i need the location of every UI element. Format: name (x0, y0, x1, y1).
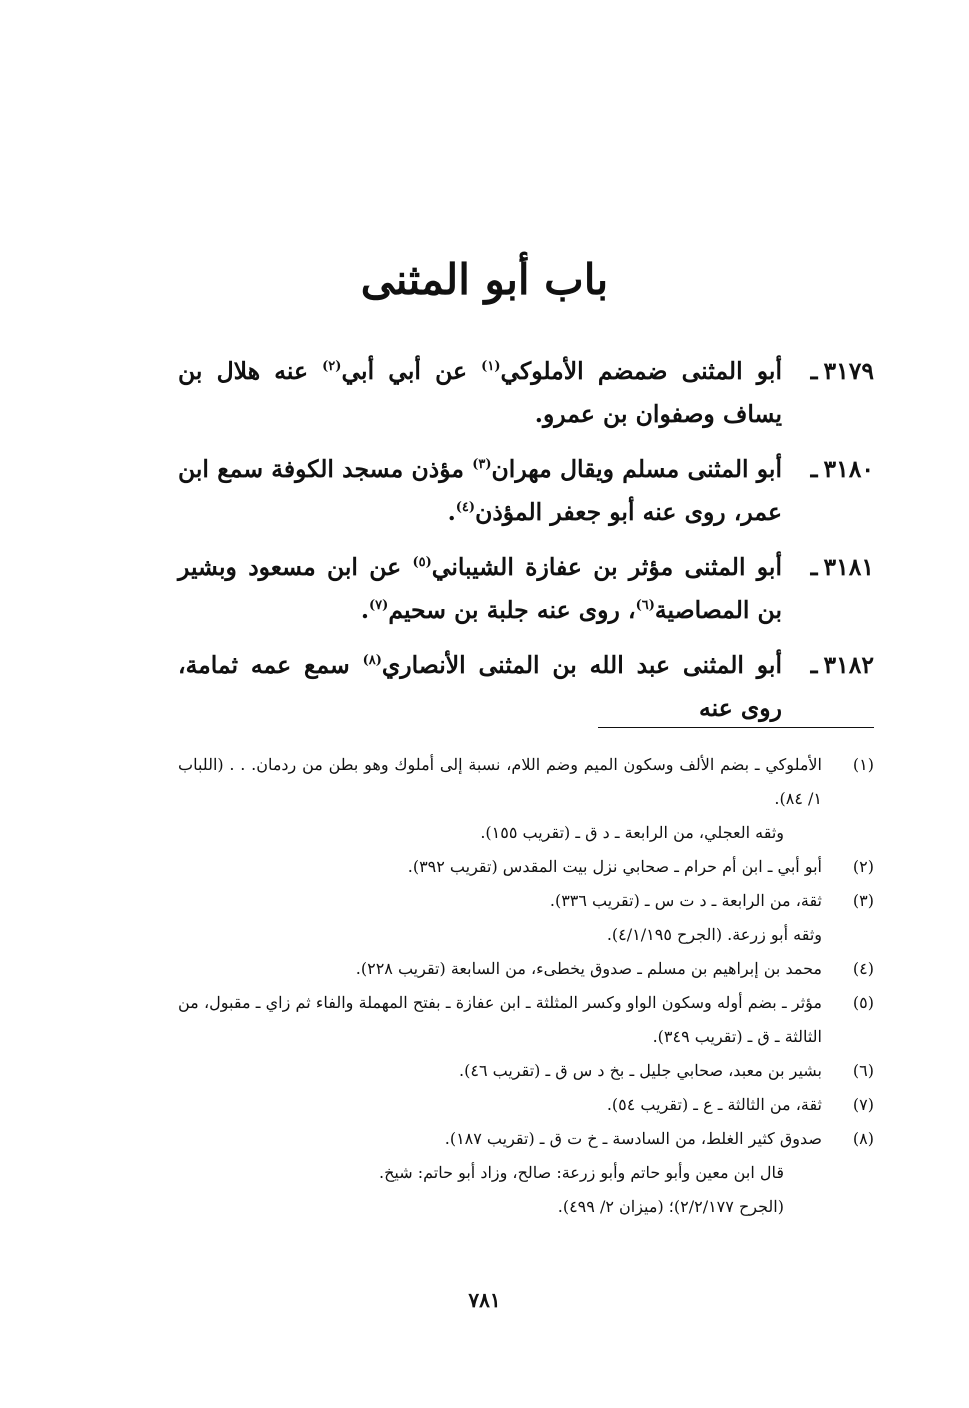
footnote-ref[interactable]: (٨) (362, 653, 382, 669)
footnote-ref[interactable]: (٢) (322, 359, 342, 375)
footnote (178, 986, 874, 1054)
entry (178, 644, 874, 729)
entry-text: أبو المثنى مؤثر بن عفازة الشيباني$^{(٥)}$ عن ابن مسعود وبشير بن المصاصية$^{(٦)}$، روى عنه جلبة بن سحيم$^{(٧)}$. (178, 553, 782, 624)
footnote-ref[interactable]: (٥) (412, 555, 432, 571)
footnote-text: أبو أبي ـ ابن أم حرام ـ صحابي نزل بيت المقدس (تقريب ٣٩٢). (407, 857, 822, 876)
page-number: ٧٨١ (468, 1288, 501, 1312)
chapter-title: باب أبو المثنى (360, 255, 609, 304)
footnote-number: (١) (852, 755, 874, 774)
footnote-text: صدوق كثير الغلط، من السادسة ـ خ ت ق ـ (تقريب ١٨٧). (444, 1129, 822, 1148)
footnote-number: (٥) (852, 993, 874, 1012)
entry-number: ٣١٨٠ـ (810, 455, 874, 483)
entries-list (178, 350, 874, 742)
footnote-continuation: قال ابن معين وأبو حاتم وأبو زرعة: صالح، وزاد أبو حاتم: شيخ. (378, 1163, 784, 1182)
footnote-text: محمد بن إبراهيم بن مسلم ـ صدوق يخطىء، من السابعة (تقريب ٢٢٨). (355, 959, 822, 978)
footnote-continuation: (الجرح ٢/٢/١٧٧)؛ (ميزان ٢/ ٤٩٩). (557, 1197, 784, 1216)
footnote-number: (٨) (852, 1129, 874, 1148)
entry-number: ٣١٨١ـ (810, 553, 874, 581)
footnote (178, 1122, 874, 1156)
footnote-divider (598, 727, 874, 728)
footnote (178, 1054, 874, 1088)
footnote-number: (٧) (852, 1095, 874, 1114)
entry (178, 546, 874, 631)
footnote-ref[interactable]: (١) (481, 359, 501, 375)
footnote-continuation: وثقه العجلي، من الرابعة ـ د ق ـ (تقريب ١٥٥). (480, 823, 784, 842)
entry-number: ٣١٨٢ـ (810, 651, 874, 679)
footnote (178, 850, 874, 884)
footnote-number: (٤) (852, 959, 874, 978)
footnote-text: ثقة، من الرابعة ـ د ت س ـ (تقريب ٣٣٦). (549, 891, 822, 910)
entry (178, 448, 874, 533)
footnote-ref[interactable]: (٦) (635, 597, 655, 613)
footnote-text: ثقة، من الثالثة ـ ع ـ (تقريب ٥٤). (606, 1095, 822, 1114)
entry-text: أبو المثنى عبد الله بن المثنى الأنصاري$^{(٨)}$ سمع عمه ثمامة، روى عنه (178, 651, 783, 722)
entry-number: ٣١٧٩ـ (810, 357, 874, 385)
footnote-number: (٢) (852, 857, 874, 876)
entry-text: أبو المثنى مسلم ويقال مهران$^{(٣)}$ مؤذن مسجد الكوفة سمع ابن عمر، روى عنه أبو جعفر المؤذن$^{(٤)}$. (178, 455, 783, 526)
footnotes-list (178, 748, 874, 1224)
footnote (178, 884, 874, 918)
entry (178, 350, 874, 435)
footnote (178, 952, 874, 986)
footnote (178, 1088, 874, 1122)
footnote-number: (٦) (852, 1061, 874, 1080)
footnote-ref[interactable]: (٣) (472, 457, 492, 473)
footnote-text: بشير بن معبد، صحابي جليل ـ بخ د س ق ـ (تقريب ٤٦). (459, 1061, 822, 1080)
footnote-text: مؤثر ـ بضم أوله وسكون الواو وكسر المثلثة ـ ابن عفازة ـ بفتح المهملة والفاء ثم زاي ـ مقبول، من الثالثة ـ ق ـ (تقريب ٣٤٩). (178, 993, 823, 1046)
footnote-number: (٣) (852, 891, 874, 910)
footnote-text: الأملوكي ـ بضم الألف وسكون الميم وضم اللام، نسبة إلى أملوك وهو بطن من ردمان. . . (اللباب ١/ ٨٤). (178, 755, 822, 808)
footnote-continuation: وثقه أبو زرعة. (الجرح ٤/١/١٩٥). (606, 925, 822, 944)
entry-text: أبو المثنى ضمضم الأملوكي$^{(١)}$ عن أبي أبي$^{(٢)}$ عنه هلال بن يساف وصفوان بن عمرو. (178, 357, 782, 428)
footnote (178, 748, 874, 816)
footnote-ref[interactable]: (٧) (369, 597, 389, 613)
footnote-ref[interactable]: (٤) (455, 499, 476, 515)
